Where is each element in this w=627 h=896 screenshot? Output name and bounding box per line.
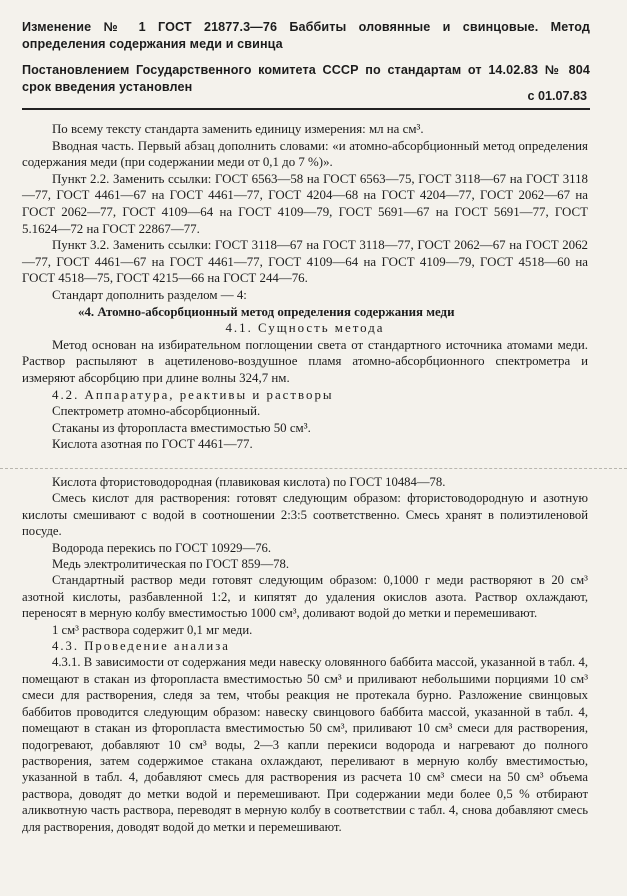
- lower-section: [22, 474, 588, 835]
- amendment-title: Изменение № 1 ГОСТ 21877.3—76 Баббиты оловянные и свинцовые. Метод определения содержания меди и свинца: [22, 20, 590, 51]
- decree-text: Постановлением Государственного комитета СССР по стандартам от 14.02.83 № 804 срок введения установлен: [22, 63, 590, 94]
- paragraph: Медь электролитическая по ГОСТ 859—78.: [52, 557, 290, 572]
- page-separator: [0, 468, 627, 470]
- paragraph: 1 см³ раствора содержит 0,1 мг меди.: [52, 622, 253, 637]
- upper-section: [22, 121, 588, 453]
- paragraph: Пункт 3.2. Заменить ссылки: ГОСТ 3118—67 на ГОСТ 3118—77, ГОСТ 2062—67 на ГОСТ 2062—77, ГОСТ 4461—67 на ГОСТ 4461—77, ГОСТ 4109—64 на ГОСТ 4109—79, ГОСТ 4518—60 на ГОСТ 4518—75, ГОСТ 4215—66 на ГОСТ 244—76.: [22, 238, 588, 286]
- section-heading: «4. Атомно-абсорбционный метод определения содержания меди: [78, 304, 455, 319]
- paragraph: 4.3.1. В зависимости от содержания меди навеску оловянного баббита массой, указанной в табл. 4, помещают в стакан из фторопласта вместимостью 50 см³ и приливают небольшими порциями 10 см³ смеси для растворения, следя за тем, чтобы реакция не протекала бурно. Разложение свинцовых баббитов проводится следующим образом: навеску свинцового баббита массой, указанной в табл. 4, помещают в стакан из фторопласта вместимостью 50 см³, приливают 10 см³ смеси для растворения, подогревают, добавляют 10 см³ воды, 2—3 капли перекиси водорода и нагревают до полного растворения, затем содержимое стакана охлаждают, переливают в мерную колбу вместимостью, указанной в табл. 4, добавляют смесь для растворения из расчета 10 см³ смеси на 50 см³ объема раствора, доводят до метки водой и перемешивают. При содержании меди более 0,5 % отбирают аликвотную часть раствора, переводят в мерную колбу в соответствии с табл. 4, снова добавляют смесь для растворения, доводят водой до метки и перемешивают.: [22, 655, 588, 834]
- paragraph: Водорода перекись по ГОСТ 10929—76.: [52, 540, 272, 555]
- paragraph: Вводная часть. Первый абзац дополнить словами: «и атомно-абсорбционный метод определения содержания меди (при содержании меди от 0,1 до 7 %)».: [22, 138, 588, 170]
- paragraph: Стандартный раствор меди готовят следующим образом: 0,1000 г меди растворяют в 20 см³ азотной кислоты, разбавленной 1:2, и кипятят до удаления окислов азота. Раствор охлаждают, переносят в мерную колбу вместимостью 1000 см³, доливают водой до метки и перемешивают.: [22, 573, 588, 621]
- subsection-heading: 4.3. Проведение анализа: [52, 639, 230, 654]
- effective-date: с 01.07.83: [527, 89, 587, 103]
- paragraph: Смесь кислот для растворения: готовят следующим образом: фтористоводородную и азотную кислоты смешивают с водой в соотношении 2:3:5 соответственно. Смесь хранят в полиэтиленовой посуде.: [22, 491, 588, 539]
- header-rule: [22, 108, 590, 110]
- paragraph: Кислота фтористоводородная (плавиковая кислота) по ГОСТ 10484—78.: [52, 475, 446, 489]
- paragraph: Метод основан на избирательном поглощении света от стандартного источника атомами меди. Раствор распыляют в ацетиленово-воздушное пламя атомно-абсорбционного спектрометра и измеряют абсорбцию при длине волны 324,7 нм.: [22, 337, 588, 385]
- paragraph: Пункт 2.2. Заменить ссылки: ГОСТ 6563—58 на ГОСТ 6563—75, ГОСТ 3118—67 на ГОСТ 3118—77, ГОСТ 4461—67 на ГОСТ 4461—77, ГОСТ 4204—68 на ГОСТ 4204—77, ГОСТ 2062—67 на ГОСТ 2062—77, ГОСТ 4109—64 на ГОСТ 4109—79, ГОСТ 5691—67 на ГОСТ 5691—77, ГОСТ 5.1624—72 на ГОСТ 22867—77.: [22, 171, 588, 236]
- paragraph: По всему тексту стандарта заменить единицу измерения: мл на см³.: [52, 122, 424, 136]
- subsection-heading: 4.2. Аппаратура, реактивы и растворы: [52, 387, 334, 402]
- subsection-heading: 4.1. Сущность метода: [225, 321, 385, 336]
- paragraph: Стаканы из фторопласта вместимостью 50 см³.: [52, 420, 311, 435]
- paragraph: Спектрометр атомно-абсорбционный.: [52, 404, 261, 419]
- paragraph: Стандарт дополнить разделом — 4:: [52, 287, 247, 302]
- paragraph: Кислота азотная по ГОСТ 4461—77.: [52, 437, 253, 452]
